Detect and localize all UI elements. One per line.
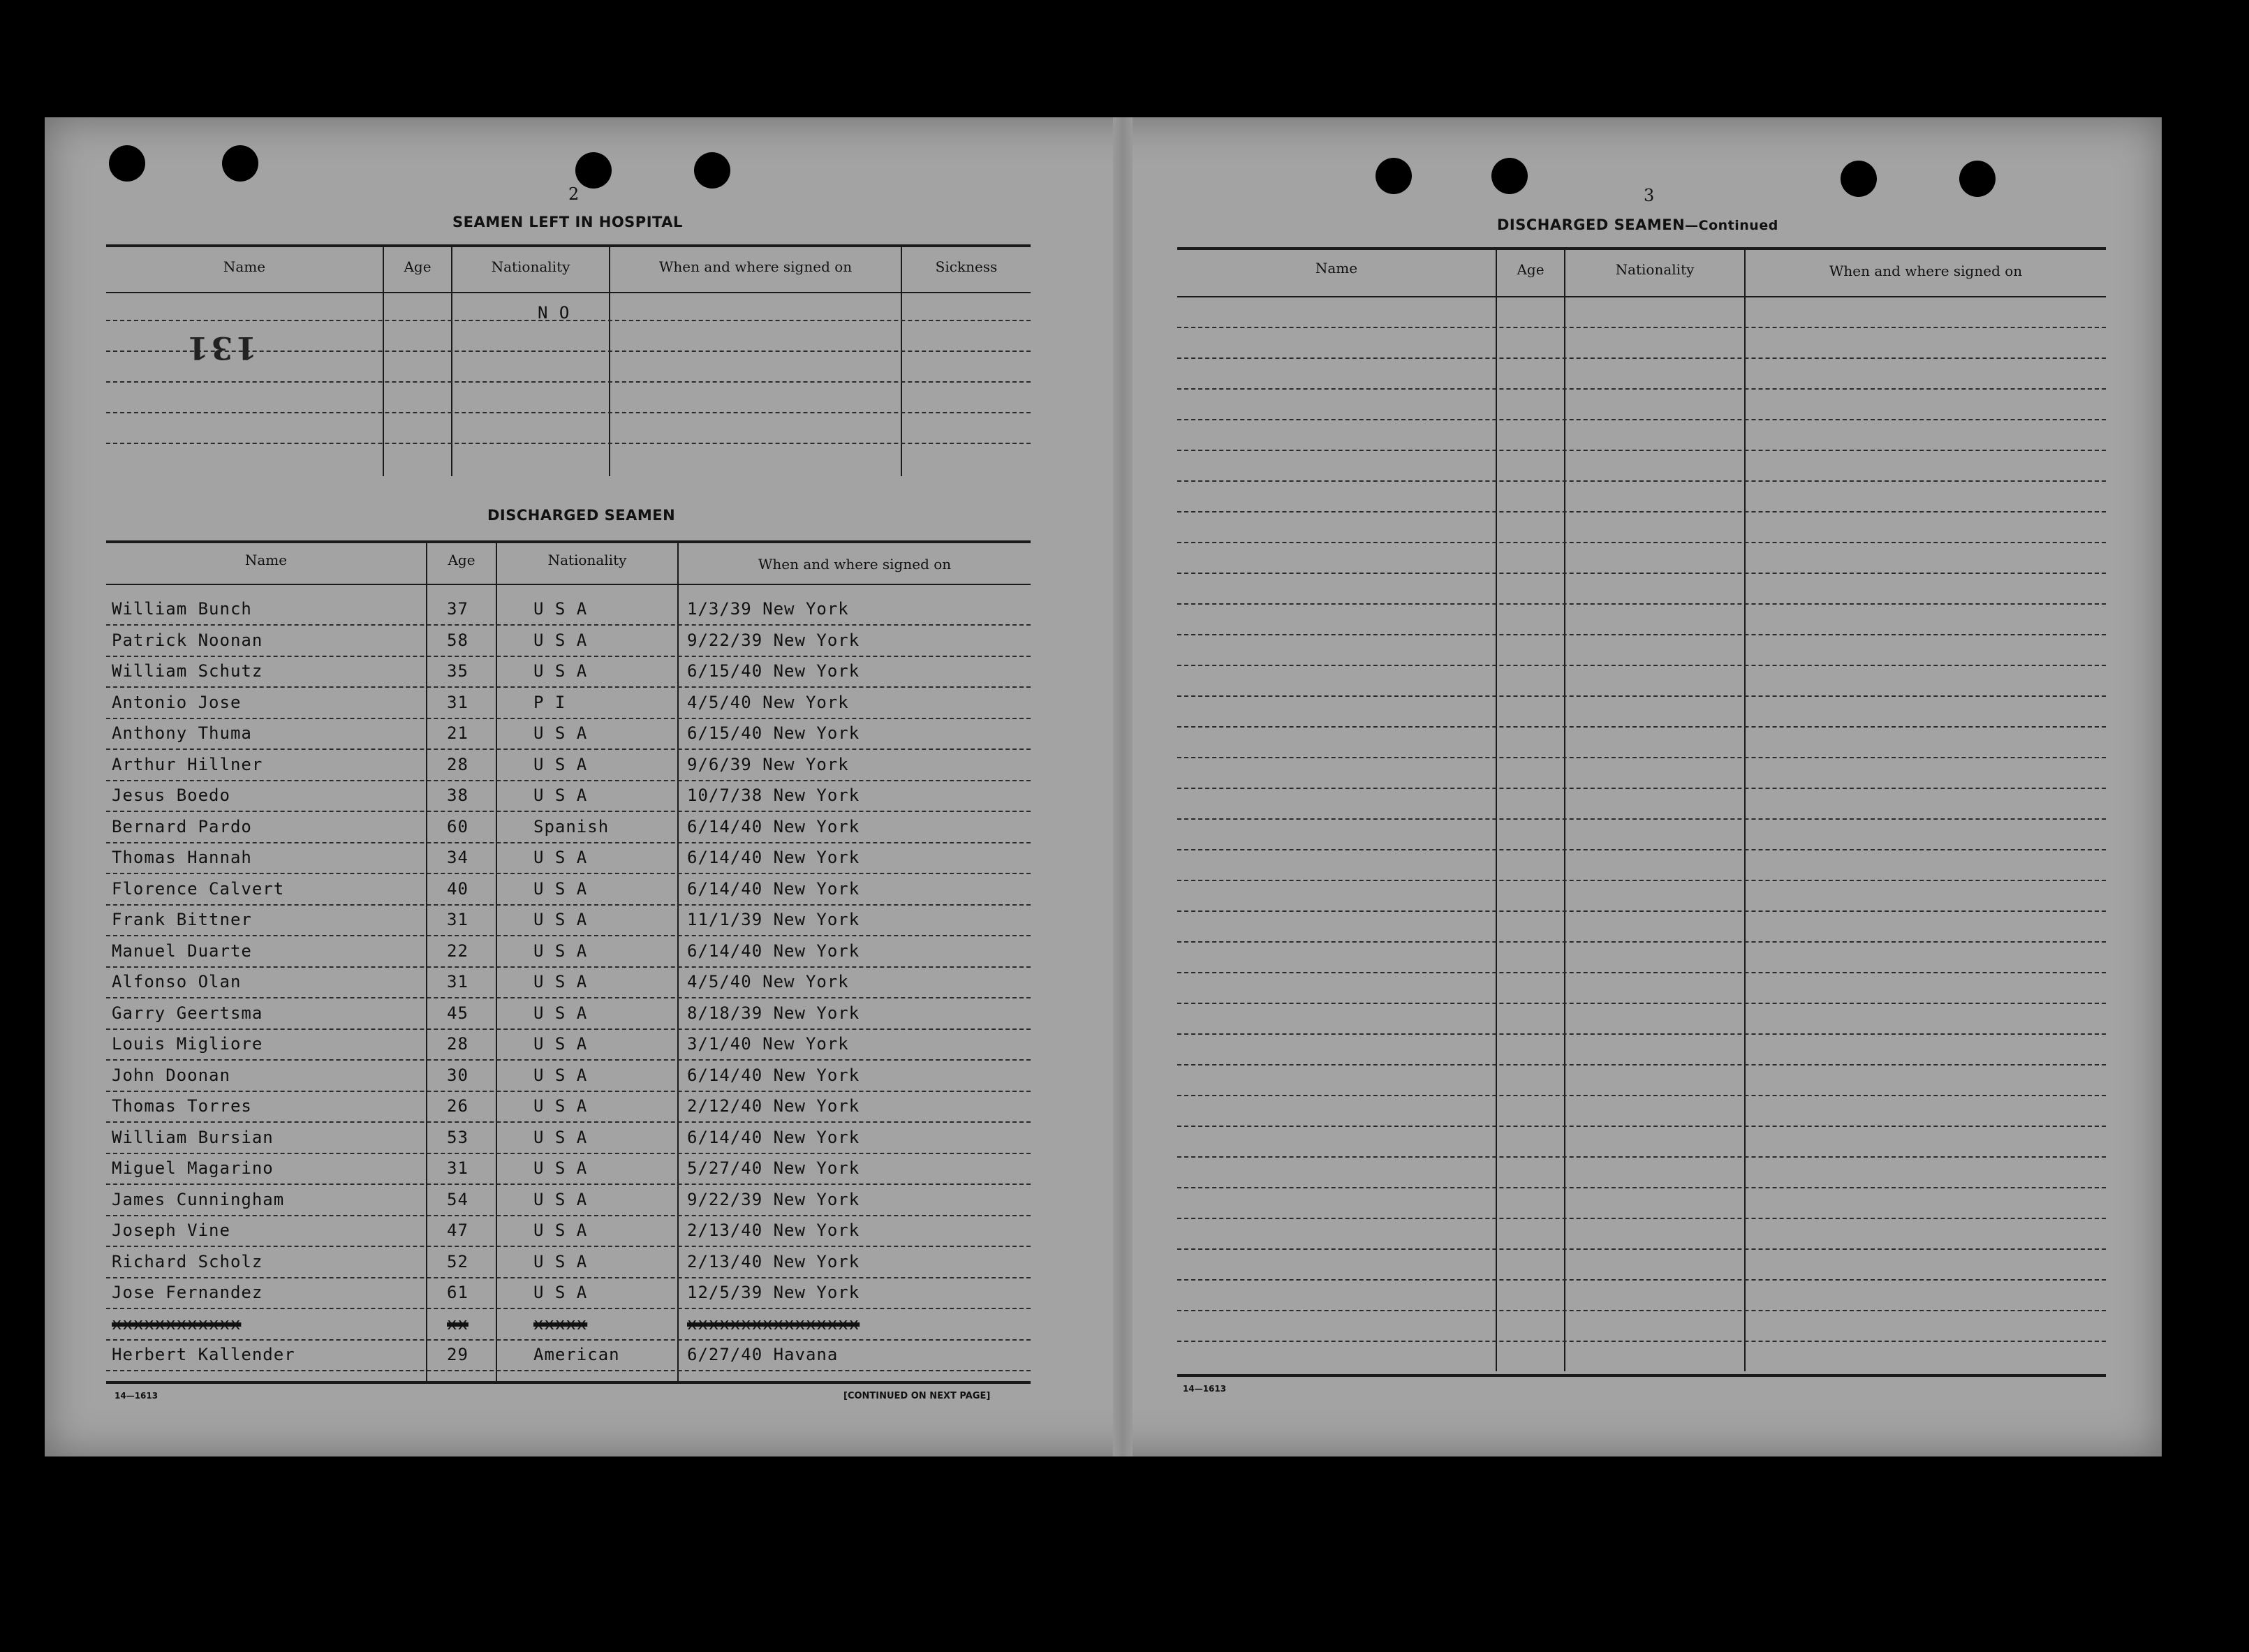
discharged-row-rule — [106, 624, 1031, 626]
right-table-header-rule — [1177, 296, 2106, 297]
seaman-age: 26 — [447, 1096, 469, 1116]
right-row-rule — [1177, 634, 2106, 635]
seaman-nationality: U S A — [533, 848, 588, 867]
discharged-row-rule — [106, 780, 1031, 781]
discharged-continued-title-main: DISCHARGED SEAMEN — [1497, 216, 1686, 233]
hospital-row-rule — [106, 381, 1031, 383]
seaman-nationality: U S A — [533, 1003, 588, 1023]
seaman-age: 37 — [447, 599, 469, 619]
discharged-row-rule — [106, 1153, 1031, 1154]
right-table-bottom-rule — [1177, 1374, 2106, 1377]
discharged-continued-title-suffix: —Continued — [1685, 218, 1778, 233]
seaman-nationality: U S A — [533, 910, 588, 929]
seaman-age: 31 — [447, 692, 469, 712]
right-row-rule — [1177, 1156, 2106, 1158]
seaman-signed-on: 1/3/39 New York — [687, 599, 849, 619]
seaman-name: Patrick Noonan — [112, 630, 263, 650]
right-row-rule — [1177, 450, 2106, 451]
seaman-nationality: U S A — [533, 1283, 588, 1302]
page-number-right: 3 — [1644, 186, 1655, 205]
seaman-nationality: U S A — [533, 1251, 588, 1271]
seaman-signed-on: 4/5/40 New York — [687, 692, 849, 712]
hospital-col-divider — [383, 246, 384, 476]
seaman-name: Bernard Pardo — [112, 816, 252, 836]
right-row-rule — [1177, 480, 2106, 482]
right-row-rule — [1177, 972, 2106, 973]
discharged-col-nationality: Nationality — [547, 552, 627, 568]
right-row-rule — [1177, 665, 2106, 666]
form-number-left: 14—1613 — [115, 1391, 158, 1401]
seaman-age: 54 — [447, 1189, 469, 1209]
seaman-nationality: U S A — [533, 723, 588, 743]
seaman-age: 53 — [447, 1127, 469, 1147]
punch-hole — [109, 145, 145, 182]
discharged-col-divider — [677, 542, 679, 1381]
discharged-table-top-rule — [106, 540, 1031, 543]
seaman-nationality: U S A — [533, 599, 588, 619]
seaman-signed-on: 6/14/40 New York — [687, 1065, 860, 1085]
seaman-name: Arthur Hillner — [112, 754, 263, 774]
right-col-nationality: Nationality — [1615, 261, 1695, 278]
discharged-row-rule — [106, 718, 1031, 719]
seaman-name: Manuel Duarte — [112, 941, 252, 961]
seaman-name: James Cunningham — [112, 1189, 285, 1209]
right-row-rule — [1177, 818, 2106, 820]
page-number-left: 2 — [568, 184, 580, 204]
right-col-divider — [1564, 249, 1565, 1371]
right-table-top-rule — [1177, 247, 2106, 250]
right-row-rule — [1177, 1126, 2106, 1127]
discharged-row-rule — [106, 748, 1031, 750]
seaman-nationality: U S A — [533, 786, 588, 805]
seaman-name: Garry Geertsma — [112, 1003, 263, 1023]
form-number-right: 14—1613 — [1183, 1384, 1227, 1394]
hospital-col-divider — [451, 246, 452, 476]
hospital-col-sickness: Sickness — [935, 258, 998, 275]
seaman-signed-on: 4/5/40 New York — [687, 972, 849, 991]
right-row-rule — [1177, 726, 2106, 728]
seaman-nationality: U S A — [533, 941, 588, 961]
seaman-name: Alfonso Olan — [112, 972, 242, 991]
seaman-nationality: American — [533, 1345, 620, 1364]
right-row-rule — [1177, 1248, 2106, 1250]
right-row-rule — [1177, 357, 2106, 359]
seaman-signed-on: 6/15/40 New York — [687, 661, 860, 681]
seaman-signed-on: 6/15/40 New York — [687, 723, 860, 743]
discharged-col-divider — [426, 542, 427, 1381]
discharged-row-rule — [106, 811, 1031, 812]
hospital-entry: N O — [538, 303, 570, 323]
hospital-col-age: Age — [404, 258, 432, 275]
seaman-signed-on: 6/14/40 New York — [687, 941, 860, 961]
right-row-rule — [1177, 1341, 2106, 1342]
right-row-rule — [1177, 910, 2106, 912]
hospital-table-header-rule — [106, 292, 1031, 293]
right-row-rule — [1177, 1095, 2106, 1096]
discharged-table-bottom-rule — [106, 1381, 1031, 1384]
seaman-signed-on: 5/27/40 New York — [687, 1158, 860, 1178]
hospital-row-rule — [106, 443, 1031, 444]
right-col-divider — [1496, 249, 1497, 1371]
seaman-signed-on: 2/12/40 New York — [687, 1096, 860, 1116]
discharged-row-rule — [106, 1091, 1031, 1092]
hospital-col-signed: When and where signed on — [658, 258, 853, 275]
seaman-nationality: U S A — [533, 1034, 588, 1054]
seaman-signed-on: 2/13/40 New York — [687, 1220, 860, 1240]
discharged-row-rule — [106, 873, 1031, 874]
seaman-signed-on: 6/14/40 New York — [687, 1127, 860, 1147]
seaman-signed-on: 3/1/40 New York — [687, 1034, 849, 1054]
seaman-signed-on: 2/13/40 New York — [687, 1251, 860, 1271]
seaman-name: William Bursian — [112, 1127, 274, 1147]
seaman-name: Herbert Kallender — [112, 1345, 295, 1364]
discharged-row-rule — [106, 842, 1031, 843]
seaman-signed-on: 8/18/39 New York — [687, 1003, 860, 1023]
right-row-rule — [1177, 1218, 2106, 1219]
seaman-nationality: U S A — [533, 972, 588, 991]
stamped-number: 131 — [184, 330, 257, 365]
right-col-age: Age — [1517, 261, 1544, 278]
seaman-name: Jesus Boedo — [112, 786, 230, 805]
seaman-signed-on: 10/7/38 New York — [687, 786, 860, 805]
seaman-name: Joseph Vine — [112, 1220, 230, 1240]
hospital-col-divider — [901, 246, 902, 476]
seaman-age: 38 — [447, 786, 469, 805]
discharged-row-rule — [106, 1277, 1031, 1278]
right-row-rule — [1177, 1187, 2106, 1188]
seaman-nationality: Spanish — [533, 816, 610, 836]
right-row-rule — [1177, 573, 2106, 574]
right-row-rule — [1177, 695, 2106, 697]
seaman-age: 52 — [447, 1251, 469, 1271]
seaman-age: 34 — [447, 848, 469, 867]
right-row-rule — [1177, 849, 2106, 850]
seaman-name: Richard Scholz — [112, 1251, 263, 1271]
hospital-col-nationality: Nationality — [491, 258, 570, 275]
right-col-name: Name — [1315, 260, 1358, 276]
seaman-age: 28 — [447, 754, 469, 774]
discharged-row-rule — [106, 1059, 1031, 1061]
discharged-row-rule — [106, 1246, 1031, 1247]
seaman-name: John Doonan — [112, 1065, 230, 1085]
discharged-col-name: Name — [244, 552, 288, 568]
seaman-age: 31 — [447, 972, 469, 991]
right-row-rule — [1177, 1003, 2106, 1004]
punch-hole — [1959, 161, 1996, 197]
right-row-rule — [1177, 1033, 2106, 1035]
seaman-age: 47 — [447, 1220, 469, 1240]
right-row-rule — [1177, 419, 2106, 420]
discharged-row-rule — [106, 656, 1031, 657]
discharged-col-age: Age — [448, 552, 475, 568]
document-sheet — [45, 117, 2162, 1456]
seaman-name: Miguel Magarino — [112, 1158, 274, 1178]
seaman-signed-on: 11/1/39 New York — [687, 910, 860, 929]
discharged-row-rule — [106, 997, 1031, 998]
seaman-age: 61 — [447, 1283, 469, 1302]
seaman-name: Thomas Hannah — [112, 848, 252, 867]
discharged-row-rule — [106, 1183, 1031, 1185]
discharged-row-rule — [106, 935, 1031, 936]
right-row-rule — [1177, 1279, 2106, 1281]
seaman-age: 35 — [447, 661, 469, 681]
seaman-age: 31 — [447, 1158, 469, 1178]
right-row-rule — [1177, 941, 2106, 943]
seaman-signed-on: 6/14/40 New York — [687, 848, 860, 867]
seaman-signed-on: 6/14/40 New York — [687, 878, 860, 899]
right-row-rule — [1177, 511, 2106, 512]
seaman-age: 58 — [447, 630, 469, 650]
hospital-section-title: SEAMEN LEFT IN HOSPITAL — [452, 214, 683, 230]
discharged-continued-title — [1497, 216, 1778, 233]
discharged-row-rule — [106, 966, 1031, 968]
seaman-name: Louis Migliore — [112, 1034, 263, 1054]
right-col-signed: When and where signed on — [1829, 263, 2023, 279]
discharged-row-rule — [106, 1121, 1031, 1123]
punch-hole — [222, 145, 258, 182]
discharged-section-title: DISCHARGED SEAMEN — [487, 507, 676, 524]
discharged-table-header-rule — [106, 584, 1031, 585]
seaman-age: 60 — [447, 816, 469, 836]
seaman-name: Jose Fernandez — [112, 1283, 263, 1302]
seaman-age: 31 — [447, 910, 469, 929]
seaman-age: 21 — [447, 723, 469, 743]
seaman-nationality: U S A — [533, 1189, 588, 1209]
right-row-rule — [1177, 880, 2106, 881]
discharged-col-divider — [496, 542, 497, 1381]
discharged-row-rule — [106, 1370, 1031, 1371]
seaman-name: Frank Bittner — [112, 910, 252, 929]
seaman-age: xx — [447, 1313, 469, 1334]
seaman-age: 28 — [447, 1034, 469, 1054]
seaman-nationality: U S A — [533, 661, 588, 681]
hospital-row-rule — [106, 412, 1031, 413]
right-row-rule — [1177, 1064, 2106, 1065]
punch-hole — [575, 152, 612, 189]
seaman-nationality: U S A — [533, 1158, 588, 1178]
discharged-row-rule — [106, 1308, 1031, 1309]
seaman-nationality: P I — [533, 692, 566, 712]
right-row-rule — [1177, 388, 2106, 390]
right-row-rule — [1177, 1310, 2106, 1311]
right-row-rule — [1177, 603, 2106, 605]
seaman-age: 30 — [447, 1065, 469, 1085]
seaman-age: 40 — [447, 878, 469, 899]
hospital-col-divider — [609, 246, 610, 476]
hospital-col-name: Name — [223, 258, 266, 275]
seaman-nationality: U S A — [533, 1220, 588, 1240]
seaman-age: 22 — [447, 941, 469, 961]
right-row-rule — [1177, 788, 2106, 789]
seaman-nationality: U S A — [533, 754, 588, 774]
seaman-nationality: U S A — [533, 1127, 588, 1147]
seaman-name: Antonio Jose — [112, 692, 242, 712]
discharged-row-rule — [106, 1215, 1031, 1216]
discharged-row-rule — [106, 904, 1031, 906]
seaman-signed-on: 9/6/39 New York — [687, 754, 849, 774]
seaman-name: Anthony Thuma — [112, 723, 252, 743]
seaman-age: 29 — [447, 1345, 469, 1364]
seaman-name: William Bunch — [112, 599, 252, 619]
seaman-name: William Schutz — [112, 661, 263, 681]
page-fold — [1113, 117, 1133, 1456]
seaman-signed-on: 12/5/39 New York — [687, 1283, 860, 1302]
right-col-divider — [1744, 249, 1746, 1371]
seaman-signed-on: 6/27/40 Havana — [687, 1345, 839, 1364]
right-row-rule — [1177, 542, 2106, 543]
seaman-nationality: xxxxx — [533, 1313, 588, 1334]
seaman-name: xxxxxxxxxxxx — [112, 1313, 242, 1334]
seaman-signed-on: 9/22/39 New York — [687, 630, 860, 650]
seaman-nationality: U S A — [533, 1065, 588, 1085]
punch-hole — [1491, 158, 1528, 194]
discharged-col-signed: When and where signed on — [758, 556, 952, 573]
seaman-nationality: U S A — [533, 630, 588, 650]
discharged-row-rule — [106, 686, 1031, 688]
punch-hole — [1841, 161, 1877, 197]
right-row-rule — [1177, 327, 2106, 328]
seaman-signed-on: 9/22/39 New York — [687, 1189, 860, 1209]
seaman-nationality: U S A — [533, 1096, 588, 1116]
seaman-name: Thomas Torres — [112, 1096, 252, 1116]
seaman-name: Florence Calvert — [112, 878, 285, 899]
punch-hole — [694, 152, 730, 189]
right-row-rule — [1177, 757, 2106, 758]
hospital-table-top-rule — [106, 244, 1031, 247]
continued-note: [CONTINUED ON NEXT PAGE] — [843, 1391, 991, 1401]
discharged-row-rule — [106, 1339, 1031, 1341]
seaman-signed-on: 6/14/40 New York — [687, 816, 860, 836]
discharged-row-rule — [106, 1028, 1031, 1030]
punch-hole — [1376, 158, 1412, 194]
seaman-nationality: U S A — [533, 878, 588, 899]
seaman-age: 45 — [447, 1003, 469, 1023]
seaman-signed-on: xxxxxxxxxxxxxxxx — [687, 1313, 860, 1334]
